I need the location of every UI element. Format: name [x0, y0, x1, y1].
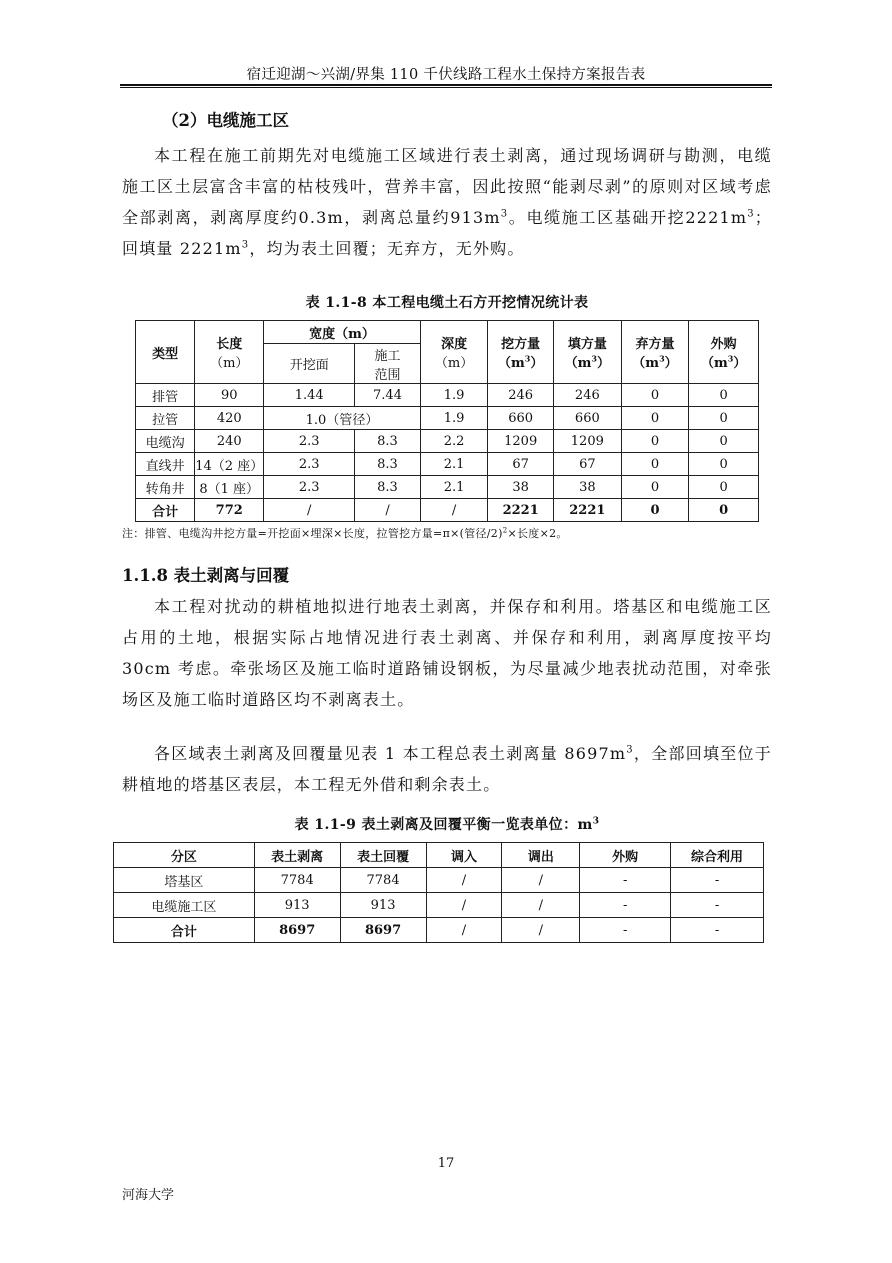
cell: 8697 [340, 918, 426, 943]
subsection-title: （2）电缆施工区 [162, 111, 289, 130]
table-row [136, 453, 759, 476]
table1-header-construction-range: 施工范围 [355, 344, 421, 384]
cell: / [355, 499, 421, 522]
cell: 0 [689, 430, 759, 453]
cell: 2.2 [420, 430, 488, 453]
table1-header-purchase: 外购 $(m^3)$ [689, 321, 759, 384]
cell: / [502, 893, 580, 918]
table-row [136, 407, 759, 430]
cell: 0 [689, 476, 759, 499]
cell: 转角井 [136, 476, 195, 499]
cell: 772 [195, 499, 264, 522]
page-number: 17 [437, 1156, 455, 1171]
cell: 2.3 [264, 430, 355, 453]
cell: 1209 [488, 430, 554, 453]
table-total-row [114, 918, 764, 943]
cell: 2.1 [420, 476, 488, 499]
cell: 2221 [488, 499, 554, 522]
table2-header-cover: 表土回覆 [340, 843, 426, 868]
footer-org: 河海大学 [122, 1188, 175, 1203]
cell: 2.3 [264, 453, 355, 476]
cell: 660 [488, 407, 554, 430]
cell: 1.44 [264, 384, 355, 407]
running-header: 宿迁迎湖～兴湖/界集 110 千伏线路工程水土保持方案报告表 [246, 67, 646, 83]
cell: 7784 [254, 868, 340, 893]
cell: - [671, 868, 764, 893]
topsoil-balance-table [113, 842, 764, 943]
cell: / [426, 918, 502, 943]
table2-header-purchase: 外购 [580, 843, 671, 868]
cell: 913 [254, 893, 340, 918]
paragraph-cable-area: 本工程在施工前期先对电缆施工区域进行表土剥离，通过现场调研与勘测，电缆施工区土层富含丰富的枯枝残叶，营养丰富，因此按照“能剥尽剥”的原则对区域考虑全部剥离，剥离厚度约0.3m，剥离总量约$913m^3$。电缆施工区基础开挖$2221m^3$；回填量 $2221m^3$，均为表土回覆；无弃方，无外购。 [122, 146, 772, 258]
cell: 0 [689, 384, 759, 407]
table2-caption: 表 1.1-9 表土剥离及回覆平衡一览表单位：$m^3$ [294, 816, 600, 833]
cell: 8.3 [355, 476, 421, 499]
section-title: 1.1.8 表土剥离与回覆 [122, 566, 290, 585]
table1-header-fill: 填方量 $(m^3)$ [554, 321, 622, 384]
cell: 7784 [340, 868, 426, 893]
cable-earthwork-table [135, 320, 759, 522]
table-row [136, 430, 759, 453]
cell: / [426, 893, 502, 918]
table2-header-in: 调入 [426, 843, 502, 868]
cell: - [580, 918, 671, 943]
paragraph-topsoil-volume: 各区域表土剥离及回覆量见表 1 本工程总表土剥离量 $8697m^3$，全部回填至位于耕植地的塔基区表层，本工程无外借和剩余表土。 [122, 744, 773, 794]
cell: 0 [621, 499, 689, 522]
table2-header-strip: 表土剥离 [254, 843, 340, 868]
cell: 0 [689, 453, 759, 476]
table-row [136, 476, 759, 499]
table2-header-zone: 分区 [114, 843, 255, 868]
cell: / [426, 868, 502, 893]
cell: 660 [554, 407, 622, 430]
cell: 8697 [254, 918, 340, 943]
cell: - [671, 918, 764, 943]
cell: 0 [621, 476, 689, 499]
cell: 67 [488, 453, 554, 476]
table1-header-depth: 深度 （m） [420, 321, 488, 384]
cell: 塔基区 [114, 868, 255, 893]
table-row [114, 868, 764, 893]
cell: 0 [621, 407, 689, 430]
header-divider [120, 84, 772, 88]
cell: 直线井 [136, 453, 195, 476]
cell: 67 [554, 453, 622, 476]
cell: 246 [554, 384, 622, 407]
cell: 排管 [136, 384, 195, 407]
table1-caption: 表 1.1-8 本工程电缆土石方开挖情况统计表 [305, 295, 589, 311]
table-row [136, 384, 759, 407]
cell: 0 [689, 407, 759, 430]
cell: 2.1 [420, 453, 488, 476]
cell: - [580, 868, 671, 893]
cell: 合计 [136, 499, 195, 522]
table-row [114, 893, 764, 918]
cell: 7.44 [355, 384, 421, 407]
paragraph-topsoil: 本工程对扰动的耕植地拟进行地表土剥离，并保存和利用。塔基区和电缆施工区占用的土地，根据实际占地情况进行表土剥离、并保存和利用，剥离厚度按平均 30cm 考虑。牵张场区及施工临时道路铺设钢板，为尽量减少地表扰动范围，对牵张场区及施工临时道路区均不剥离表土。 [122, 597, 772, 709]
cell: 1.9 [420, 384, 488, 407]
cell: 240 [195, 430, 264, 453]
cell: 0 [621, 384, 689, 407]
cell: 0 [621, 430, 689, 453]
cell: 电缆施工区 [114, 893, 255, 918]
cell: - [580, 893, 671, 918]
table1-header-cut: 挖方量 $(m^3)$ [488, 321, 554, 384]
cell: 90 [195, 384, 264, 407]
cell: 电缆沟 [136, 430, 195, 453]
cell: 420 [195, 407, 264, 430]
table1-header-width: 宽度（m） [264, 321, 421, 344]
cell: 1.9 [420, 407, 488, 430]
cell: 8（1 座） [195, 476, 264, 499]
cell: 拉管 [136, 407, 195, 430]
cell: 38 [554, 476, 622, 499]
table1-header-type: 类型 [136, 321, 195, 384]
table-total-row [136, 499, 759, 522]
table1-header-excavation-face: 开挖面 [264, 344, 355, 384]
cell: 2221 [554, 499, 622, 522]
cell: - [671, 893, 764, 918]
cell: 1209 [554, 430, 622, 453]
table2-header-utilization: 综合利用 [671, 843, 764, 868]
cell: 合计 [114, 918, 255, 943]
table1-note: 注：排管、电缆沟井挖方量=开挖面×埋深×长度，拉管挖方量=π×(管径/2)$^2$×长度×2。 [122, 526, 568, 540]
cell: 246 [488, 384, 554, 407]
cell: / [502, 868, 580, 893]
cell: 8.3 [355, 453, 421, 476]
cell: 913 [340, 893, 426, 918]
cell: 0 [621, 453, 689, 476]
table1-header-waste: 弃方量 $(m^3)$ [621, 321, 689, 384]
cell: 38 [488, 476, 554, 499]
cell: 2.3 [264, 476, 355, 499]
cell: / [502, 918, 580, 943]
cell: / [420, 499, 488, 522]
table1-header-length: 长度 （m） [195, 321, 264, 384]
table2-header-out: 调出 [502, 843, 580, 868]
cell: 1.0（管径） [264, 407, 421, 430]
table2-header-row [114, 843, 764, 868]
cell: 14（2 座） [195, 453, 264, 476]
cell: 8.3 [355, 430, 421, 453]
cell: 0 [689, 499, 759, 522]
table1-header-row [136, 321, 759, 344]
cell: / [264, 499, 355, 522]
